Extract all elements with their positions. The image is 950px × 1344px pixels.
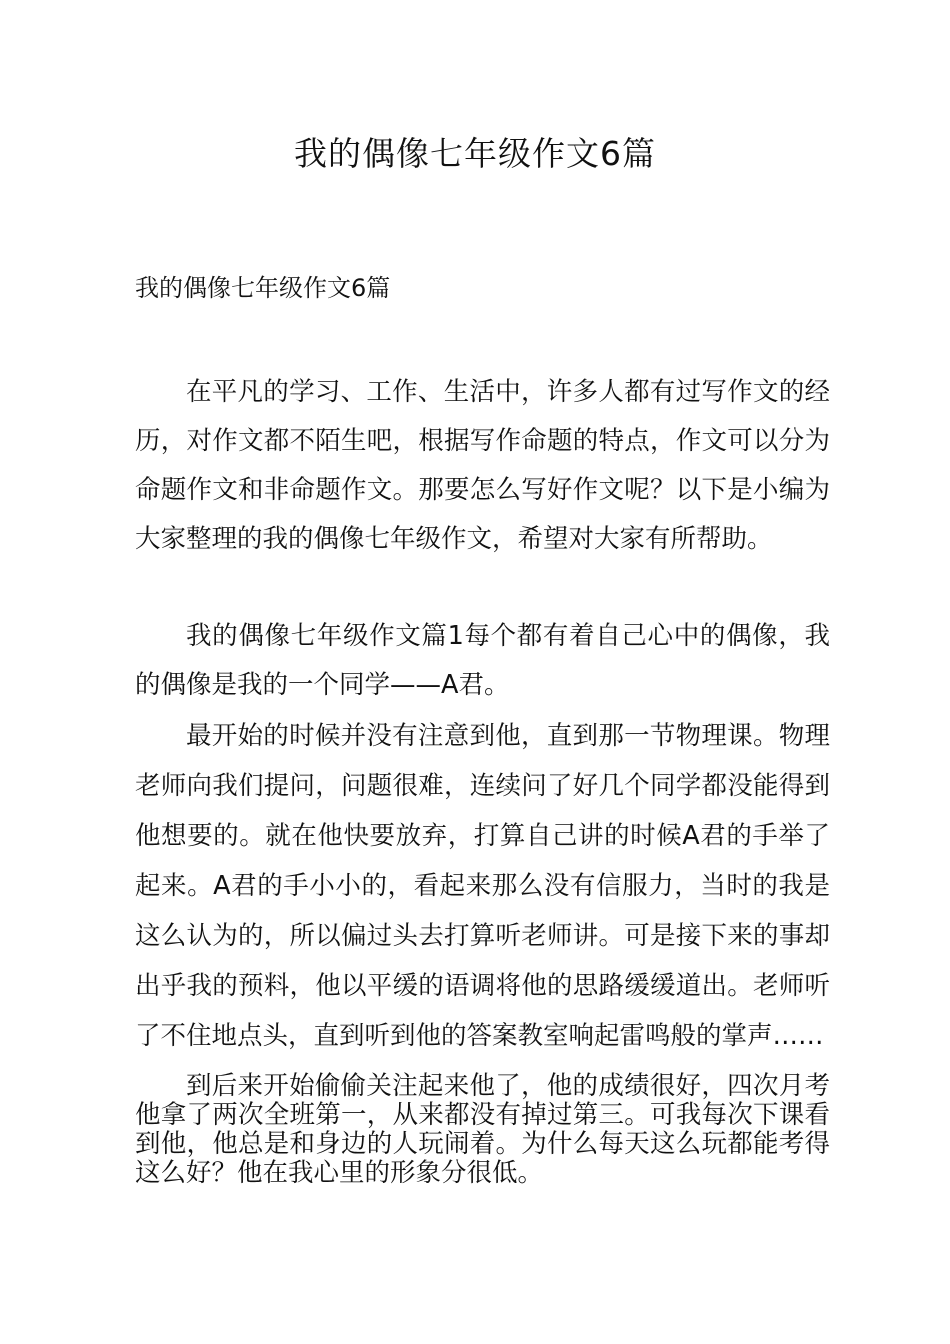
document-title: 我的偶像七年级作文6篇: [294, 134, 656, 173]
paragraph-physics-class: 最开始的时候并没有注意到他，直到那一节物理课。物理老师向我们提问，问题很难，连续问了好几个同学都没能得到他想要的。就在他快要放弃，打算自己讲的时候A君的手举了起来。A君的手小小的，看起来那么没有信服力，当时的我是这么认为的，所以偏过头去打算听老师讲。可是接下来的事却出乎我的预料，他以平缓的语调将他的思路缓缓道出。老师听了不住地点头，直到听到他的答案教室响起雷鸣般的掌声……: [135, 721, 830, 1051]
paragraph-intro: 在平凡的学习、工作、生活中，许多人都有过写作文的经历，对作文都不陌生吧，根据写作命题的特点，作文可以分为命题作文和非命题作文。那要怎么写好作文呢？以下是小编为大家整理的我的偶像七年级作文，希望对大家有所帮助。: [135, 377, 830, 554]
paragraph-essay-1-opening: 我的偶像七年级作文篇1每个都有着自己心中的偶像，我的偶像是我的一个同学——A君。: [135, 621, 830, 700]
paragraph-attention: 到后来开始偷偷关注起来他了，他的成绩很好，四次月考他拿了两次全班第一，从来都没有掉过第三。可我每次下课看到他，他总是和身边的人玩闹着。为什么每天这么玩都能考得这么好？他在我心里的形象分很低。: [135, 1071, 830, 1188]
document-subtitle: 我的偶像七年级作文6篇: [135, 274, 391, 302]
